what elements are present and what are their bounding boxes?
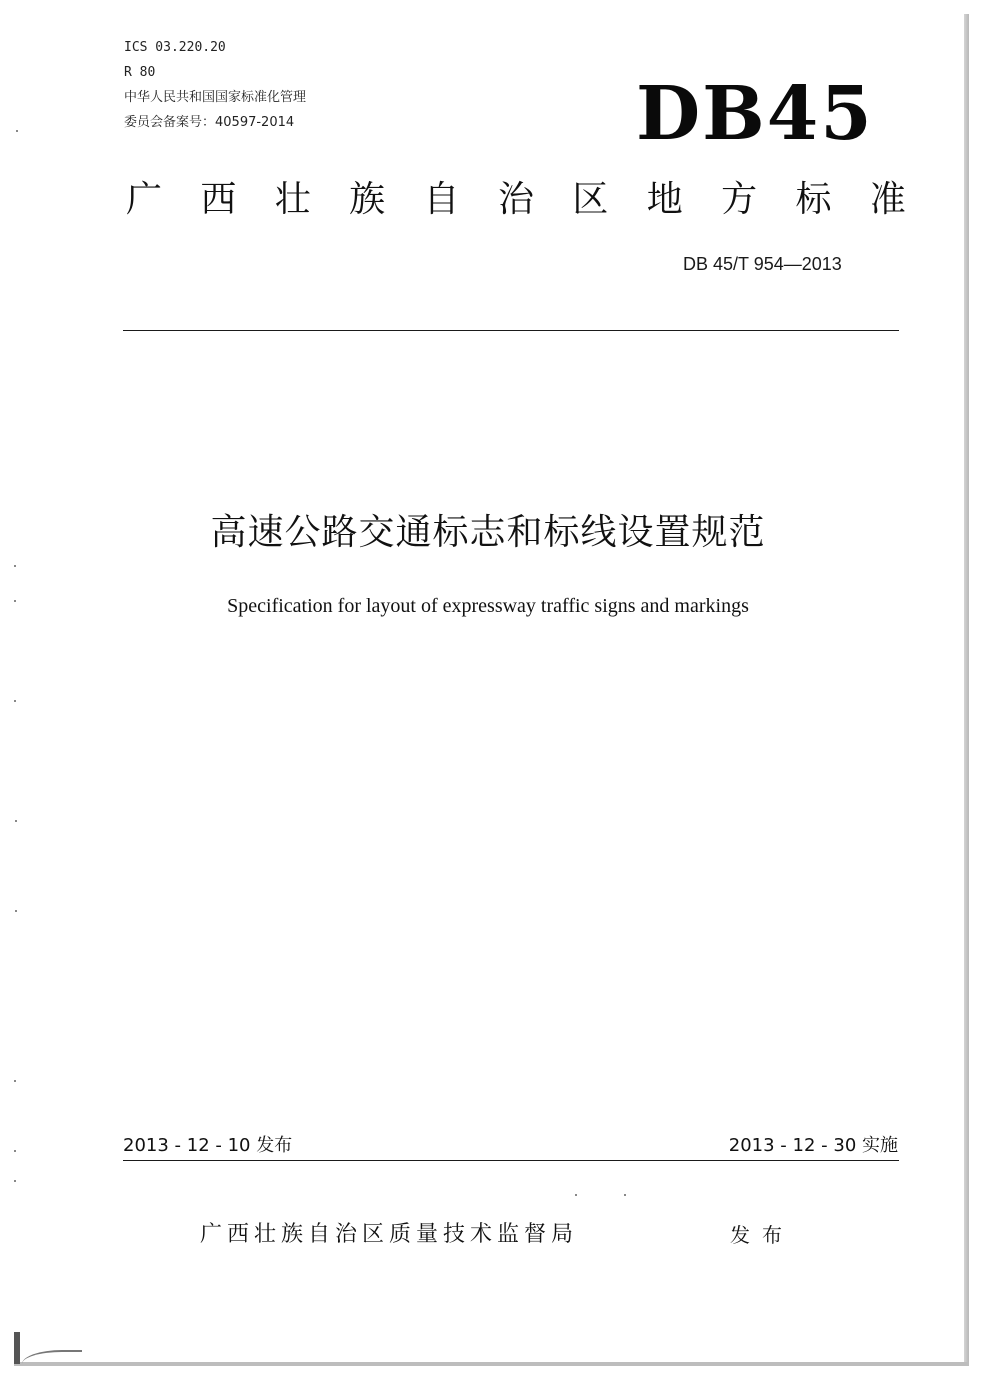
standard-type-char: 区 — [572, 179, 609, 220]
scan-speck — [14, 1180, 16, 1182]
bottom-divider — [123, 1160, 899, 1161]
standard-type-char: 标 — [795, 179, 832, 220]
scan-speck — [624, 1194, 626, 1196]
effective-date: 2013 - 12 - 30 实施 — [728, 1135, 898, 1156]
title-chinese: 高速公路交通标志和标线设置规范 — [210, 512, 766, 553]
scan-speck — [14, 1080, 16, 1082]
standard-type-char: 地 — [646, 179, 683, 220]
scan-speck — [14, 600, 16, 602]
scan-speck — [15, 820, 17, 822]
publisher-name: 广西壮族自治区质量技术监督局 — [200, 1222, 579, 1247]
scan-page-edge — [964, 14, 969, 1364]
standard-type-char: 准 — [869, 179, 906, 220]
scan-speck — [15, 910, 17, 912]
top-divider — [123, 330, 899, 331]
standard-type-char: 族 — [349, 179, 386, 220]
issue-date: 2013 - 12 - 10 发布 — [123, 1135, 293, 1156]
db45-logo: DB45 — [636, 71, 874, 157]
standard-type-char: 自 — [423, 179, 460, 220]
standard-type-char: 方 — [721, 179, 758, 220]
standard-type-char: 治 — [497, 179, 534, 220]
scan-speck — [14, 700, 16, 702]
standard-type-char: 西 — [200, 179, 237, 220]
scan-speck — [14, 1150, 16, 1152]
standard-type-heading — [124, 178, 908, 222]
title-english: Specification for layout of expressway traffic signs and markings — [227, 595, 749, 617]
scan-speck — [575, 1194, 577, 1196]
scan-speck — [14, 565, 16, 567]
scan-page-curl — [22, 1350, 82, 1366]
standard-type-char: 广 — [125, 179, 162, 220]
ccs-code: R 80 — [124, 65, 156, 80]
scan-bottom-edge — [14, 1362, 969, 1366]
standard-number: DB 45/T 954—2013 — [683, 254, 842, 274]
standard-type-char: 壮 — [274, 179, 311, 220]
publish-verb: 发布 — [730, 1223, 794, 1247]
registration-org: 中华人民共和国国家标准化管理 — [124, 90, 307, 105]
scan-speck — [16, 130, 18, 132]
ics-code: ICS 03.220.20 — [124, 40, 226, 55]
scan-corner-mark — [14, 1332, 20, 1364]
registration-number: 委员会备案号：40597-2014 — [124, 115, 295, 130]
